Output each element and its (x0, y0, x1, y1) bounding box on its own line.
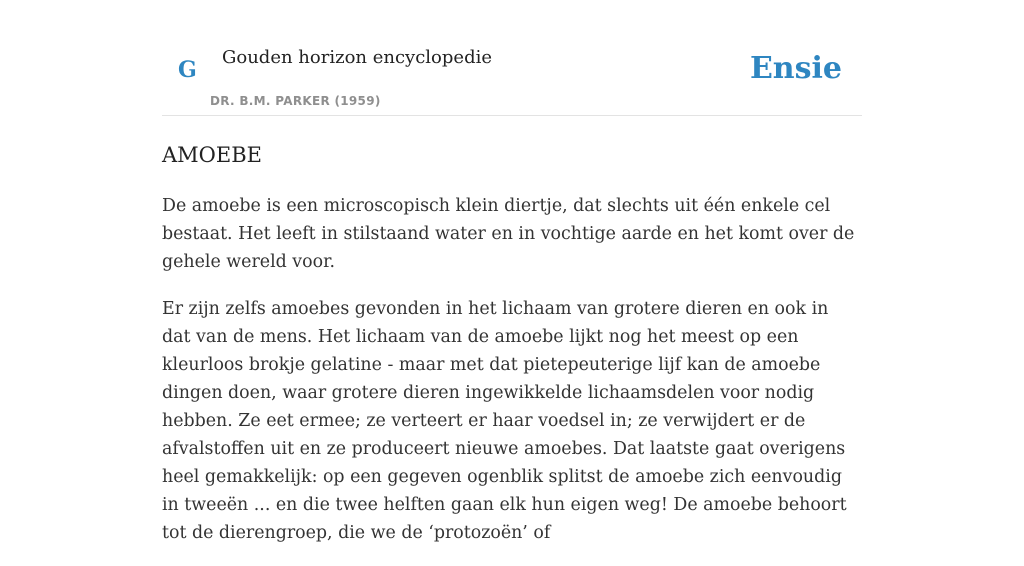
entry-paragraph: Er zijn zelfs amoebes gevonden in het lichaam van grotere dieren en ook in dat van de mens. Het lichaam van de amoebe lijkt nog het meest op een kleurloos brokje gelatine - maar met dat pietepeuterige lijf kan de amoebe dingen doen, waar grotere dieren ingewikkelde lichaamsdelen voor nodig hebben. Ze eet ermee; ze verteert er haar voedsel in; ze verwijdert er de afvalstoffen uit en ze produceert nieuwe amoebes. Dat laatste gaat overigens heel gemakkelijk: op een gegeven ogenblik splitst de amoebe zich eenvoudig in tweeën ... en die twee helften gaan elk hun eigen weg! De amoebe behoort tot de dierengroep, die we de ‘protozoën’ of (162, 299, 847, 543)
ensie-logo[interactable]: Ensie (749, 51, 842, 86)
page-container (162, 0, 862, 543)
source-title-link[interactable]: Gouden horizon encyclopedie (222, 47, 492, 68)
source-header (162, 0, 862, 116)
entry-body (162, 192, 862, 566)
entry-paragraph: De amoebe is een microscopisch klein diertje, dat slechts uit één enkele cel bestaat. Het leeft in stilstaand water en in vochtige aarde en het komt over de gehele wereld voor. (162, 196, 855, 272)
source-logo-icon[interactable]: G (178, 57, 197, 83)
entry-title: AMOEBE (162, 143, 262, 167)
source-author: DR. B.M. PARKER (1959) (210, 94, 381, 108)
